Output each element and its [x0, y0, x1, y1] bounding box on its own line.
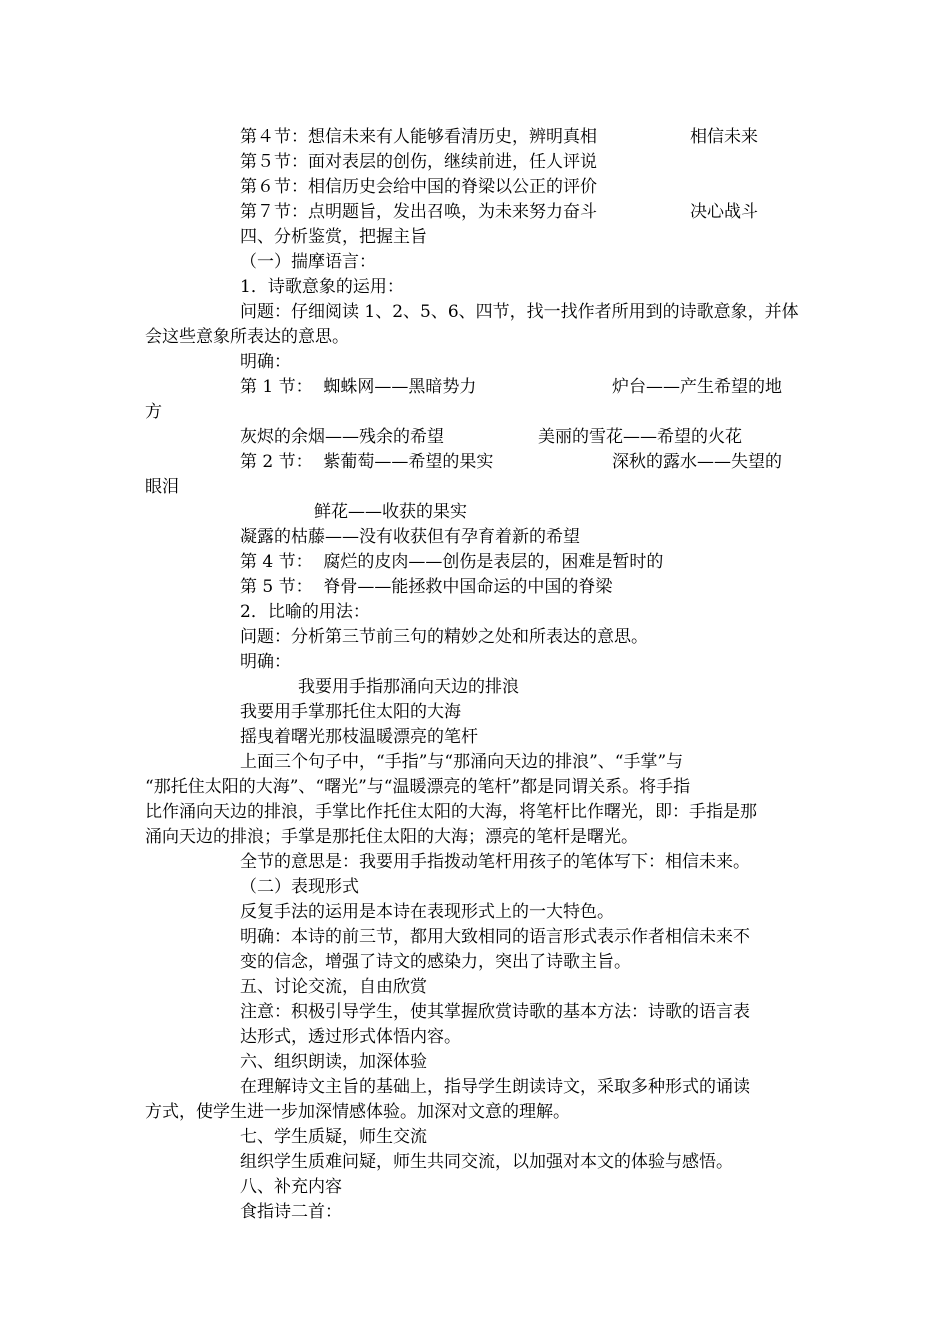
text-line: 组织学生质难问疑，师生共同交流，以加强对本文的体验与感悟。	[240, 1152, 733, 1172]
text-line: 明确：本诗的前三节，都用大致相同的语言形式表示作者相信未来不	[240, 927, 750, 947]
text-line: 第 1 节： 蜘蛛网——黑暗势力	[240, 377, 477, 397]
text-line: 问题：仔细阅读 1、2、5、6、四节，找一找作者所用到的诗歌意象，并体	[240, 302, 799, 322]
text-line: 食指诗二首：	[240, 1202, 342, 1222]
text-line: 深秋的露水——失望的	[612, 452, 782, 472]
text-line: 明确：	[240, 652, 291, 672]
text-line: 涌向天边的排浪；手掌是那托住太阳的大海；漂亮的笔杆是曙光。	[145, 827, 638, 847]
text-line: 眼泪	[145, 477, 179, 497]
section-heading: 六、组织朗读，加深体验	[240, 1052, 427, 1072]
text-line: 第 2 节： 紫葡萄——希望的果实	[240, 452, 494, 472]
text-line: 摇曳着曙光那枝温暖漂亮的笔杆	[240, 727, 478, 747]
text-line: 第 4 节： 腐烂的皮肉——创伤是表层的，困难是暂时的	[240, 552, 664, 572]
text-line: 上面三个句子中，“手指”与“那涌向天边的排浪”、“手掌”与	[240, 752, 684, 772]
text-line: 变的信念，增强了诗文的感染力，突出了诗歌主旨。	[240, 952, 631, 972]
text-line: 1．诗歌意象的运用：	[240, 277, 404, 297]
text-line: 鲜花——收获的果实	[314, 502, 467, 522]
text-line: 2．比喻的用法：	[240, 602, 370, 622]
text-line: 达形式，透过形式体悟内容。	[240, 1027, 461, 1047]
text-line: 第７节：点明题旨，发出召唤，为未来努力奋斗	[240, 202, 597, 222]
text-line: “那托住太阳的大海”、“曙光”与“温暖漂亮的笔杆”都是同谓关系。将手指	[145, 777, 691, 797]
text-line: 第６节：相信历史会给中国的脊梁以公正的评价	[240, 177, 597, 197]
text-line: 第４节：想信未来有人能够看清历史，辨明真相	[240, 127, 597, 147]
subsection-heading: （二）表现形式	[240, 877, 359, 897]
text-line: 凝露的枯藤——没有收获但有孕育着新的希望	[240, 527, 580, 547]
text-line: 方	[145, 402, 162, 422]
text-line: 反复手法的运用是本诗在表现形式上的一大特色。	[240, 902, 614, 922]
text-line: 明确：	[240, 352, 291, 372]
text-line: 方式，使学生进一步加深情感体验。加深对文意的理解。	[145, 1102, 570, 1122]
text-line: 炉台——产生希望的地	[612, 377, 782, 397]
section-heading: 八、补充内容	[240, 1177, 342, 1197]
text-line: 相信未来	[690, 127, 758, 147]
text-line: 注意：积极引导学生，使其掌握欣赏诗歌的基本方法：诗歌的语言表	[240, 1002, 750, 1022]
text-line: 我要用手掌那托住太阳的大海	[240, 702, 461, 722]
text-line: 第 5 节： 脊骨——能拯救中国命运的中国的脊梁	[240, 577, 613, 597]
section-heading: 五、讨论交流，自由欣赏	[240, 977, 427, 997]
subsection-heading: （一）揣摩语言：	[240, 252, 376, 272]
section-heading: 四、分析鉴赏，把握主旨	[240, 227, 427, 247]
text-line: 美丽的雪花——希望的火花	[538, 427, 742, 447]
text-line: 灰烬的余烟——残余的希望	[240, 427, 444, 447]
text-line: 决心战斗	[690, 202, 758, 222]
text-line: 全节的意思是：我要用手指拨动笔杆用孩子的笔体写下：相信未来。	[240, 852, 750, 872]
text-line: 问题：分析第三节前三句的精妙之处和所表达的意思。	[240, 627, 648, 647]
text-line: 比作涌向天边的排浪，手掌比作托住太阳的大海，将笔杆比作曙光，即：手指是那	[145, 802, 757, 822]
section-heading: 七、学生质疑，师生交流	[240, 1127, 427, 1147]
text-line: 第５节：面对表层的创伤，继续前进，任人评说	[240, 152, 597, 172]
text-line: 在理解诗文主旨的基础上，指导学生朗读诗文，采取多种形式的诵读	[240, 1077, 750, 1097]
text-line: 我要用手指那涌向天边的排浪	[298, 677, 519, 697]
text-line: 会这些意象所表达的意思。	[145, 327, 349, 347]
